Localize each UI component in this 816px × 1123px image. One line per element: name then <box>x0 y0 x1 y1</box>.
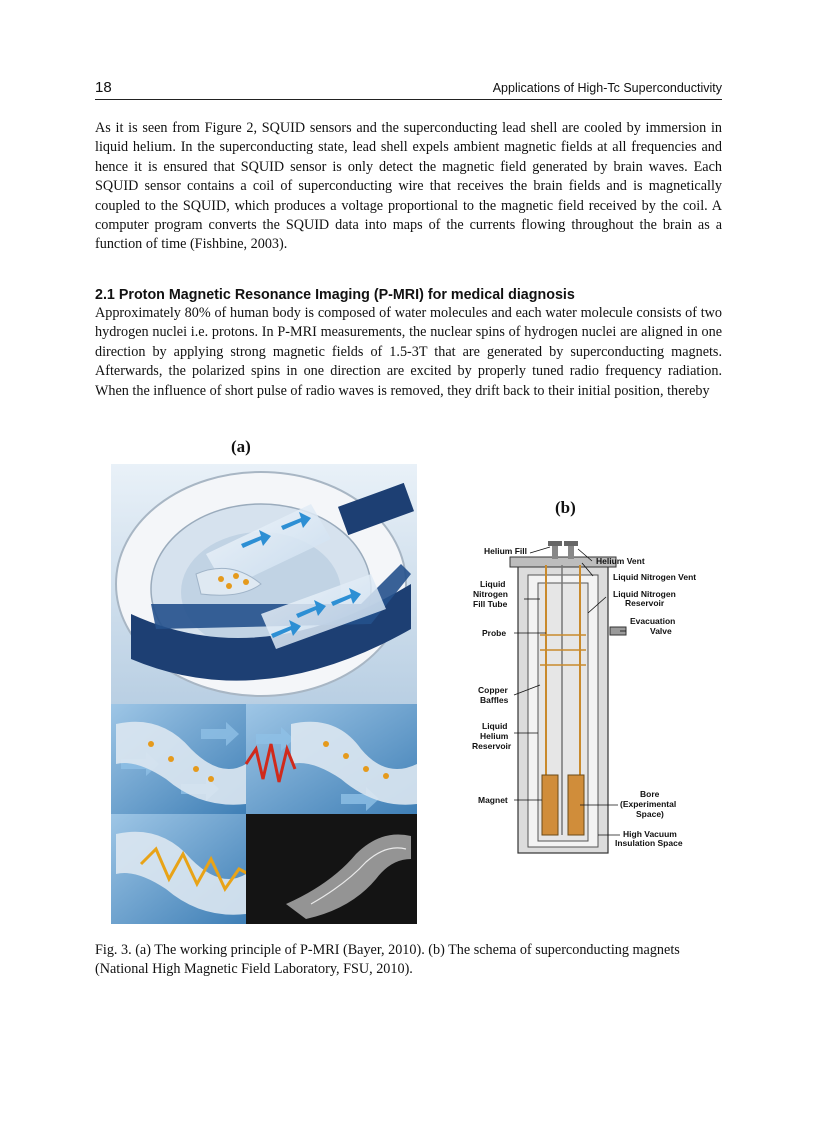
rf-excitation-panel <box>246 704 417 814</box>
cryostat-schematic <box>470 535 715 865</box>
label-high-vacuum: High Vacuum Insulation Space <box>615 829 683 848</box>
label-evacuation-valve: Evacuation Valve <box>630 616 676 636</box>
label-copper-baffles: Copper Baffles <box>478 685 509 705</box>
label-liquid-nitrogen-reservoir: Liquid Nitrogen Reservoir <box>613 589 676 608</box>
label-helium-fill: Helium Fill <box>484 546 527 556</box>
page-header <box>95 79 722 100</box>
label-magnet: Magnet <box>478 795 508 805</box>
figure-caption: Fig. 3. (a) The working principle of P-MRI (Bayer, 2010). (b) The schema of superconducting magnets (National High Magnetic Field Laboratory, FSU, 2010). <box>95 942 680 978</box>
mri-scanner-panel <box>111 464 417 704</box>
body-paragraph-1: As it is seen from Figure 2, SQUID sensors and the superconducting lead shell are cooled by immersion in liquid helium. In the superconducting state, lead shell expels ambient magnetic fields at all frequencies and hence it is ensured that SQUID sensor is only detect the magnetic field generated by brain waves. Each SQUID sensor contains a coil of superconducting wire that receives the brain fields and is magnetically coupled to the SQUID, which produces a voltage proportional to the magnetic field received by the coil. A computer program converts the SQUID data into maps of the currents flowing throughout the brain as a function of time (Fishbine, 2003). <box>95 120 722 253</box>
figure-label-b: (b) <box>555 498 576 517</box>
section-heading: 2.1 Proton Magnetic Resonance Imaging (P-MRI) for medical diagnosis <box>95 287 575 303</box>
proton-alignment-panel <box>111 704 246 814</box>
mri-image-panel <box>246 814 417 924</box>
label-probe: Probe <box>482 628 507 638</box>
label-liquid-nitrogen-vent: Liquid Nitrogen Vent <box>613 572 697 582</box>
body-paragraph-2: Approximately 80% of human body is composed of water molecules and each water molecule consists of two hydrogen nuclei i.e. protons. In P-MRI measurements, the nuclear spins of hydrogen nuclei are aligned in one direction by applying strong magnetic fields of 1.5-3T that are generated by superconducting magnets. Afterwards, the polarized spins in one direction are excited by properly tuned radio frequency radiation. When the influence of short pulse of radio waves is removed, they drift back to their initial position, thereby <box>95 305 722 399</box>
label-bore: Bore (Experimental Space) <box>620 789 677 819</box>
figure-label-a: (a) <box>231 437 251 456</box>
page-number: 18 <box>95 79 112 96</box>
mri-illustration <box>111 464 417 924</box>
label-liquid-nitrogen-fill-tube: Liquid Nitrogen Fill Tube <box>473 579 508 609</box>
label-helium-vent: Helium Vent <box>596 556 645 566</box>
running-title: Applications of High-Tc Superconductivity <box>492 81 722 95</box>
label-liquid-helium-reservoir: Liquid Helium Reservoir <box>472 721 512 751</box>
